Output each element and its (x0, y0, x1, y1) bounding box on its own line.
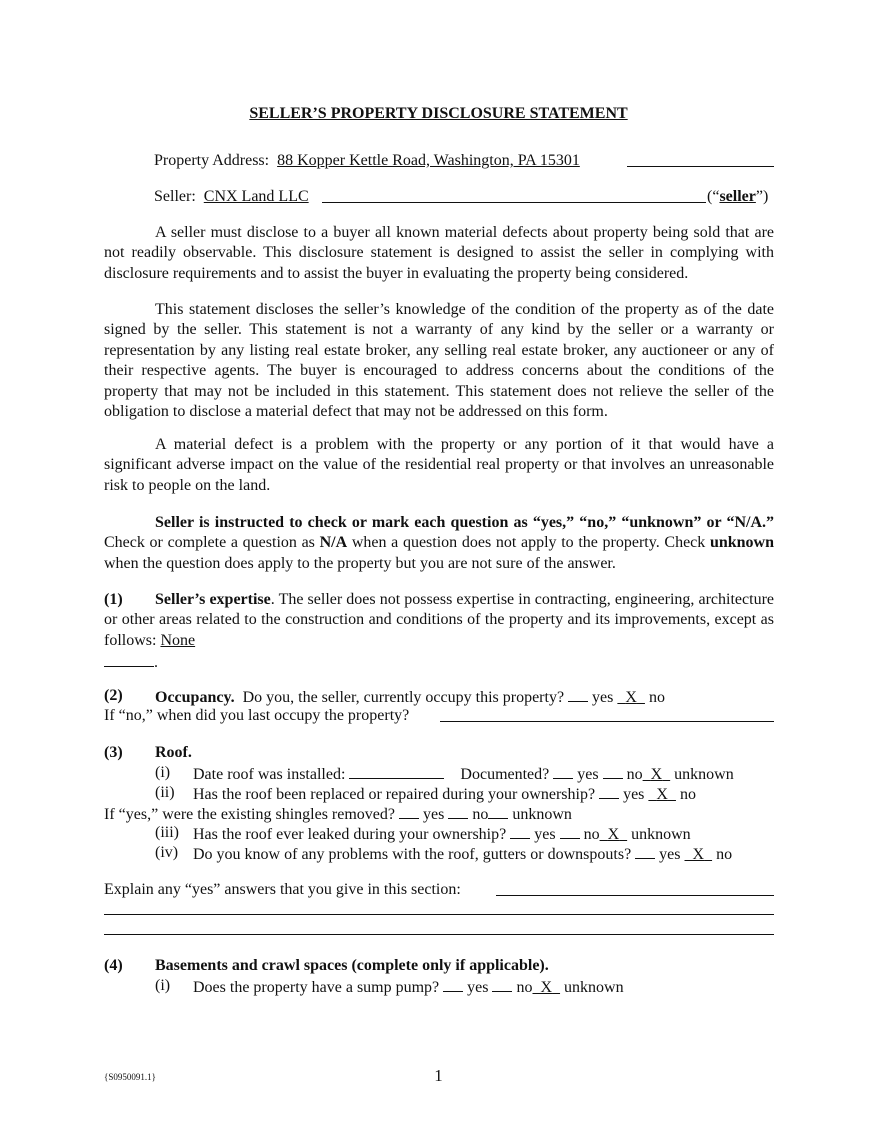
roof-q-ii-num: (ii) (155, 784, 175, 801)
basement-q-i: Does the property have a sump pump? yes no X unknown (193, 976, 624, 998)
occupancy-followup-line (440, 721, 774, 722)
roof-q-i: Date roof was installed: Documented? yes no X unknown (193, 763, 734, 785)
roof-q-i-num: (i) (155, 764, 171, 781)
intro-paragraph-2: This statement discloses the seller’s knowledge of the condition of the property as of the date signed by the seller. This statement is not a warranty of any kind by the seller or a warranty or representation by any listing real estate broker, any selling real estate broker, any auctioneer or any of their respective agents. The buyer is encouraged to address concerns about the conditions of the property that may not be included in this statement. This statement does not relieve the seller of the obligation to disclose a material defect that may not be addressed on this form. (104, 301, 774, 421)
seller-label: Seller: (154, 188, 196, 205)
roof-q-ii: Has the roof been replaced or repaired during your ownership? yes X no (193, 783, 696, 805)
seller-defined-term: (“seller”) (707, 188, 769, 205)
seller-value: CNX Land LLC (203, 188, 309, 205)
intro-paragraph-1: A seller must disclose to a buyer all known material defects about property being sold that are not readily observable. This disclosure statement is designed to assist the seller in complying with disclosure requirements and to assist the buyer in evaluating the property being considered. (104, 224, 774, 282)
property-address-line (154, 151, 580, 171)
page-number: 1 (434, 1066, 443, 1085)
seller-line (154, 187, 309, 207)
seller-fill-line (322, 202, 706, 203)
roof-explain-label: Explain any “yes” answers that you give in this section: (104, 881, 461, 898)
roof-q-iv-num: (iv) (155, 844, 179, 861)
roof-q-iii-num: (iii) (155, 824, 179, 841)
basement-heading: Basements and crawl spaces (complete only if applicable). (155, 957, 549, 974)
roof-explain-line-3 (104, 934, 774, 935)
occupancy-question: Occupancy. Do you, the seller, currently occupy this property? yes X no (155, 686, 665, 708)
roof-explain-line-2 (104, 914, 774, 915)
expertise-answer: None (160, 631, 196, 649)
roof-q-iv: Do you know of any problems with the roof, gutters or downspouts? yes X no (193, 843, 732, 865)
basement-q-i-num: (i) (155, 977, 171, 994)
roof-explain-line-1 (496, 895, 774, 896)
section-1-expertise: Seller’s expertise. The seller does not possess expertise in contracting, engineering, architecture or other areas related to the construction and conditions of the property and its improvements, except as follows: None (104, 591, 775, 649)
expertise-continuation: . (104, 651, 158, 673)
roof-q-ii-followup: If “yes,” were the existing shingles removed? yes no unknown (104, 803, 572, 825)
roof-heading: Roof. (155, 744, 192, 761)
address-fill-line (627, 166, 774, 167)
property-address-label: Property Address: (154, 152, 270, 169)
section-3-number: (3) (104, 744, 123, 761)
occupancy-answer-mark: X (625, 689, 637, 706)
instructions-paragraph: Seller is instructed to check or mark each question as “yes,” “no,” “unknown” or “N/A.” Check or complete a question as N/A when a question does not apply to the property. Check unknown when the question does apply to the property but you are not sure of the answer. (104, 514, 774, 572)
material-defect-paragraph: A material defect is a problem with the property or any portion of it that would have a significant adverse impact on the value of the residential real property or that involves an unreasonable risk to people on the land. (104, 436, 774, 494)
section-2-number: (2) (104, 687, 123, 704)
section-4-number: (4) (104, 957, 123, 974)
property-address-value: 88 Kopper Kettle Road, Washington, PA 15301 (277, 152, 580, 169)
document-id: {S0950091.1} (104, 1072, 156, 1082)
document-title: SELLER’S PROPERTY DISCLOSURE STATEMENT (249, 105, 628, 122)
roof-q-iii: Has the roof ever leaked during your ownership? yes no X unknown (193, 823, 691, 845)
occupancy-heading: Occupancy. (155, 689, 235, 706)
occupancy-followup: If “no,” when did you last occupy the property? (104, 707, 410, 724)
section-1-number: (1) (104, 591, 123, 608)
